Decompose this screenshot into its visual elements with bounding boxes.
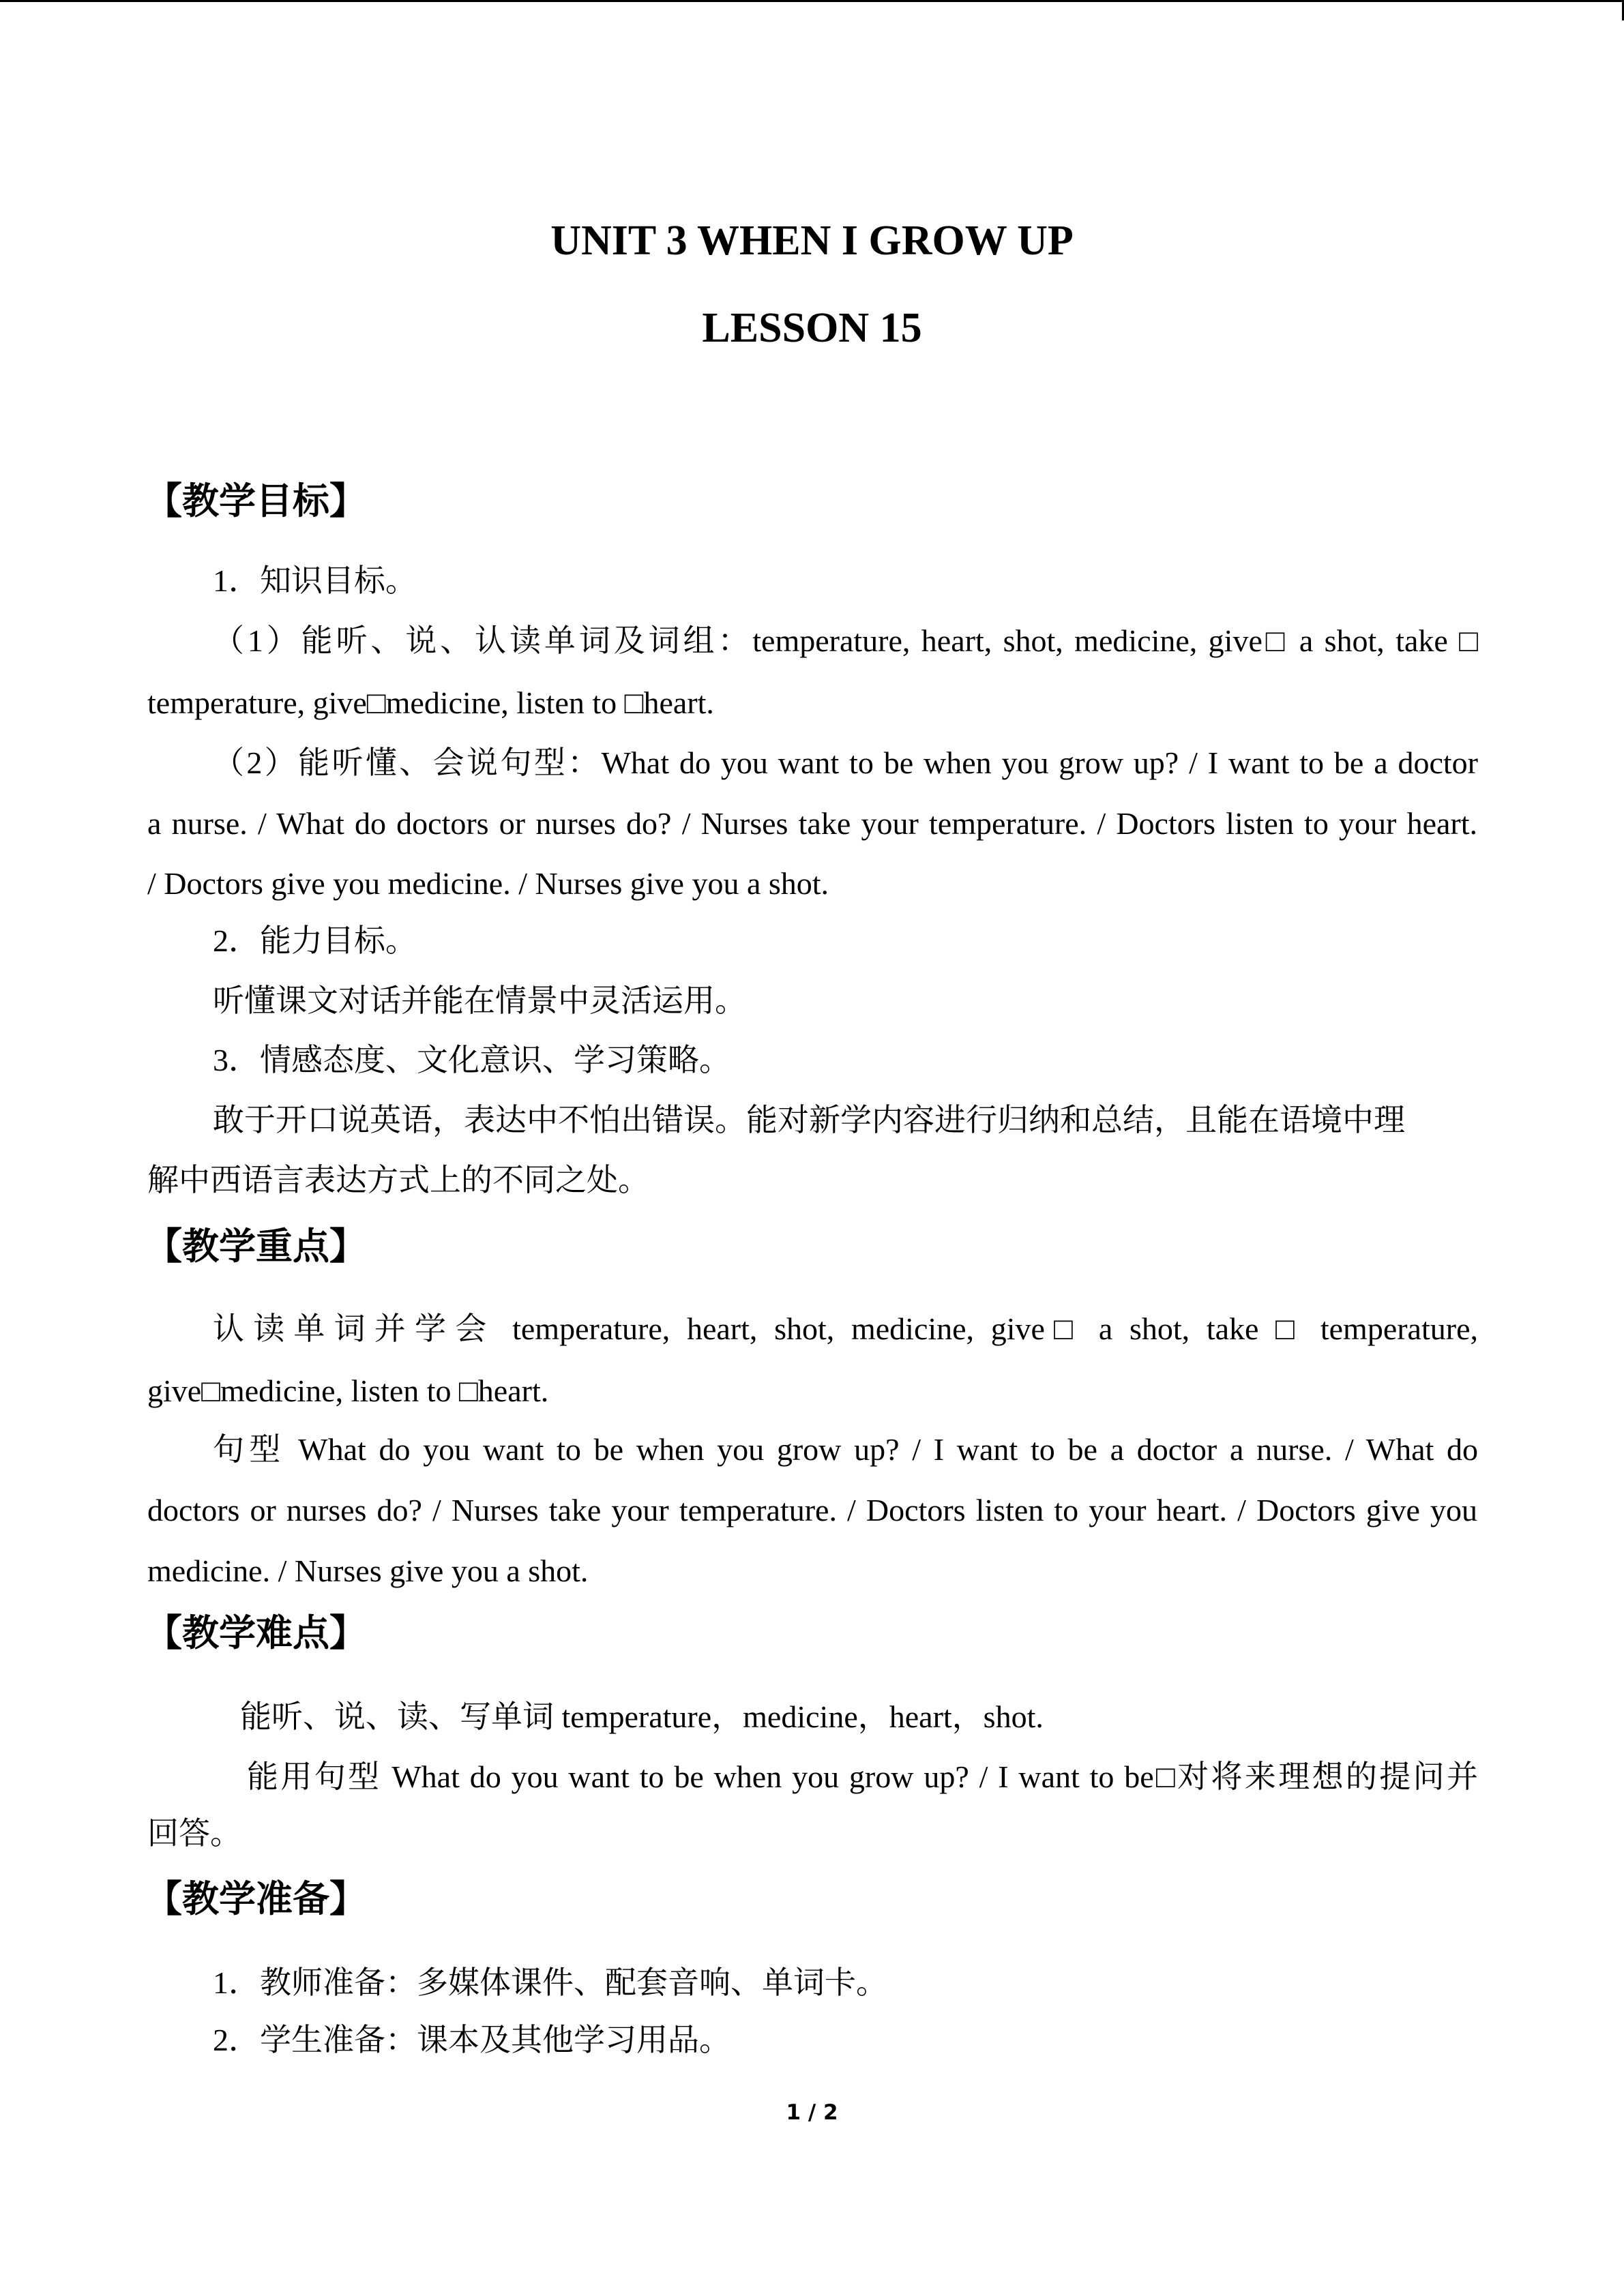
preparation-student: 2．学生准备：课本及其他学习用品。: [213, 2023, 730, 2057]
page-top-rule: [0, 0, 1624, 2]
section-heading-key-points: 【教学重点】: [145, 1225, 366, 1268]
ability-goal-title: 2．能力目标。: [213, 923, 417, 958]
emotion-goal-title: 3．情感态度、文化意识、学习策略。: [213, 1043, 730, 1077]
page-number: 1 / 2: [786, 2100, 838, 2125]
preparation-teacher: 1．教师准备：多媒体课件、配套音响、单词卡。: [213, 1965, 887, 2000]
emotion-goal-line-2: 解中西语言表达方式上的不同之处。: [147, 1163, 649, 1197]
lesson-title: LESSON 15: [702, 305, 922, 351]
knowledge-goal-1-line-1: （1）能听、说、认读单词及词组：temperature, heart, shot, medicine, give□ a shot, take □: [213, 623, 1478, 658]
section-heading-preparation: 【教学准备】: [145, 1877, 366, 1920]
knowledge-goal-2-line-3: / Doctors give you medicine. / Nurses give you a shot.: [147, 866, 829, 901]
difficulty-1: 能听、说、读、写单词 temperature，medicine，heart，shot.: [240, 1699, 1044, 1734]
doc-title: UNIT 3 WHEN I GROW UP: [550, 218, 1074, 264]
section-heading-difficulties: 【教学难点】: [145, 1611, 366, 1654]
knowledge-goal-2-line-2: a nurse. / What do doctors or nurses do? / Nurses take your temperature. / Doctors listen to your heart.: [147, 806, 1477, 841]
key-point-1-line-1: 认读单词并学会 temperature, heart, shot, medicine, give□ a shot, take □ temperature,: [213, 1311, 1478, 1346]
key-point-2-line-1: 句型 What do you want to be when you grow up? / I want to be a doctor a nurse. / What do: [213, 1432, 1478, 1467]
emotion-goal-line-1: 敢于开口说英语，表达中不怕出错误。能对新学内容进行归纳和总结，且能在语境中理: [213, 1103, 1405, 1137]
knowledge-goal-title: 1．知识目标。: [213, 563, 417, 598]
difficulty-2-line-1: 能用句型 What do you want to be when you grow up? / I want to be□对将来理想的提问并: [247, 1759, 1478, 1794]
knowledge-goal-2-line-1: （2）能听懂、会说句型：What do you want to be when you grow up? / I want to be a doctor: [213, 745, 1478, 780]
difficulty-2-line-2: 回答。: [147, 1816, 241, 1851]
ability-goal-text: 听懂课文对话并能在情景中灵活运用。: [213, 983, 746, 1018]
key-point-1-line-2: give□medicine, listen to □heart.: [147, 1373, 549, 1408]
knowledge-goal-1-line-2: temperature, give□medicine, listen to □heart.: [147, 685, 714, 720]
section-heading-objectives: 【教学目标】: [145, 479, 366, 522]
key-point-2-line-3: medicine. / Nurses give you a shot.: [147, 1553, 589, 1588]
key-point-2-line-2: doctors or nurses do? / Nurses take your temperature. / Doctors listen to your heart. / Doctors give you: [147, 1493, 1477, 1527]
